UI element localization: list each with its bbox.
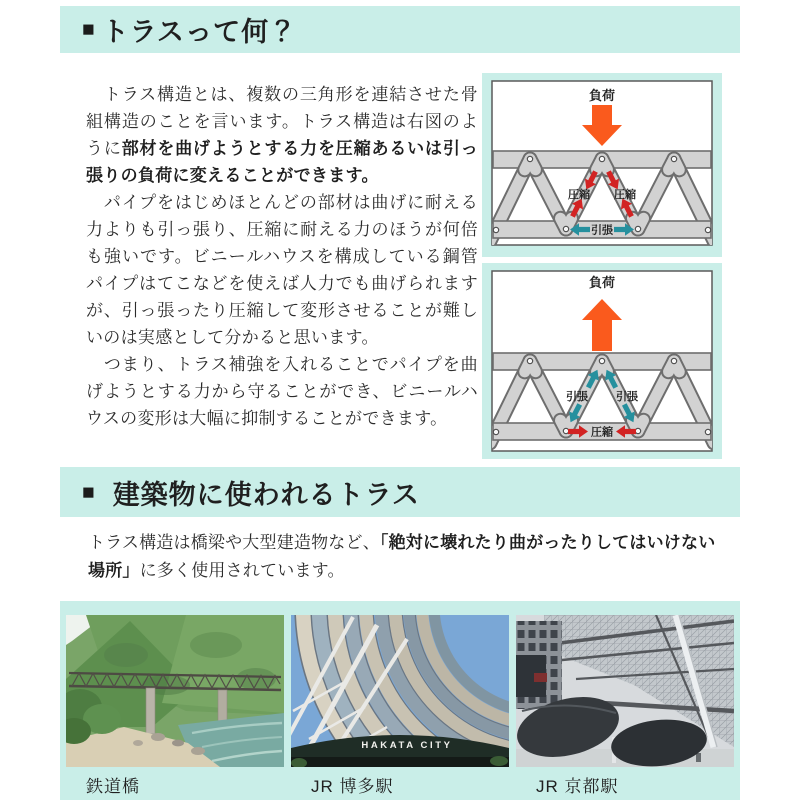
photo-railway-bridge xyxy=(66,615,284,797)
truss-diagram-load-down xyxy=(482,73,722,257)
usage-text xyxy=(88,529,730,585)
diagonal-force-label: 引張 xyxy=(616,391,638,403)
railway-bridge-image xyxy=(66,615,284,767)
chord-force-label: 引張 xyxy=(591,224,613,237)
hakata-station-image xyxy=(291,615,509,767)
photo-kyoto-station xyxy=(516,615,734,797)
kyoto-station-image xyxy=(516,615,734,767)
section-marker-icon: ■ xyxy=(82,18,95,41)
truss-diagram-load-up-svg xyxy=(482,263,722,459)
diagonal-force-label: 圧縮 xyxy=(568,189,590,201)
section-header-buildings xyxy=(60,467,740,517)
intro-content xyxy=(60,73,740,459)
truss-diagram-load-down-svg xyxy=(482,73,722,257)
usage-normal-before: トラス構造は橋梁や大型建造物など、 xyxy=(88,533,380,552)
chord-force-label: 圧縮 xyxy=(591,426,613,439)
photo-caption: 鉄道橋 xyxy=(86,777,140,796)
load-label: 負荷 xyxy=(588,275,616,290)
section-title-what: トラスって何？ xyxy=(101,17,298,47)
load-label: 負荷 xyxy=(588,88,616,103)
paragraph-2: パイプをはじめほとんどの部材は曲げに耐える力よりも引っ張り、圧縮に耐える力のほうが何倍も強いです。ビニールハウスを構成している鋼管パイプはてこなどを使えば人力でも曲げられますが、引っ張ったり圧縮して変形させることが難しいのは実感として分かると思います。 xyxy=(86,193,478,347)
paragraph-1-bold: 部材を曲げようとする力を圧縮あるいは引っ張りの負荷に変えることができます。 xyxy=(86,139,478,185)
usage-bold: 「絶対に壊れたり曲がったりしてはいけない場所」 xyxy=(88,533,716,580)
diagonal-force-label: 圧縮 xyxy=(614,189,636,201)
paragraph-1 xyxy=(86,81,478,189)
paragraph-3: つまり、トラス補強を入れることでパイプを曲げようとする力から守ることができ、ビニールハウスの変形は大幅に抑制することができます。 xyxy=(86,355,478,428)
section-marker-icon: ■ xyxy=(82,480,95,504)
section-title-buildings: 建築物に使われるトラス xyxy=(112,479,420,510)
photo-row xyxy=(66,615,734,797)
photo-caption: JR 京都駅 xyxy=(536,777,619,796)
truss-diagram-load-up xyxy=(482,263,722,459)
section-header-what xyxy=(60,6,740,53)
photo-strip xyxy=(60,601,740,800)
usage-paragraph xyxy=(88,529,730,585)
diagonal-force-label: 引張 xyxy=(566,391,588,403)
photo-caption: JR 博多駅 xyxy=(311,777,394,796)
photo-hakata-station xyxy=(291,615,509,797)
paragraph-1-normal: トラス構造とは、複数の三角形を連結させた骨組構造のことを言います。トラス構造は右図のように xyxy=(86,85,478,158)
station-sign-text: HAKATA CITY xyxy=(361,740,453,751)
diagram-column xyxy=(482,73,722,459)
article-text xyxy=(60,73,478,459)
usage-normal-after: に多く使用されています。 xyxy=(139,561,345,580)
